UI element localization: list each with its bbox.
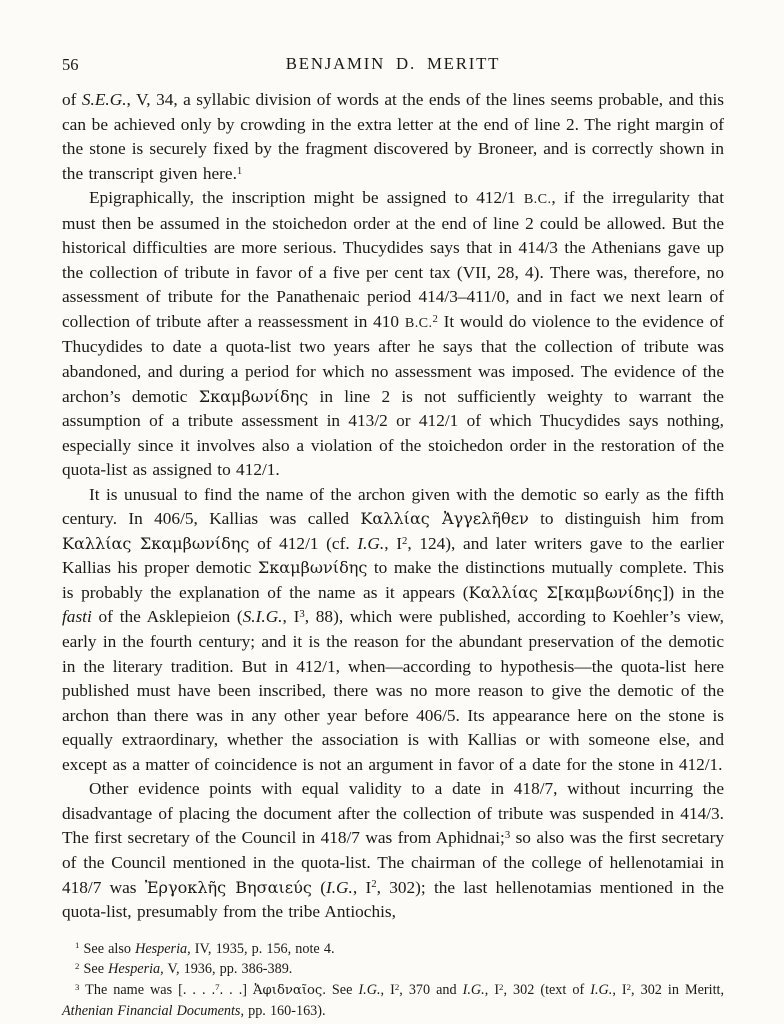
text-segment: The name was [. . . . <box>79 981 216 998</box>
text-segment: 2 <box>394 981 400 992</box>
body-paragraph <box>62 777 724 924</box>
page-header <box>62 54 724 77</box>
text-segment: See <box>79 961 109 978</box>
text-segment: ( <box>311 877 326 897</box>
text-segment: , 88), which were published, according to Koehler’s view, early in the fourth century; and it is the reason for the abundant preservation of the demotic in the literary tradition. But in 412/1, when—according to hypothesis—the quota-list here published must have been inscribed, there was no more reason to give the demotic of the archon than there was in any other year before 406/5. Its appearance here on the stone is equally extraordinary, whether the association is with Kallias or with someone else, and except as a matter of coincidence is not an argument in favor of a date for the stone in 412/1. <box>62 607 724 774</box>
text-segment: S.I.G. <box>242 607 283 627</box>
text-segment: , pp. 160-163). <box>240 1003 326 1020</box>
text-segment: I.G. <box>462 981 485 998</box>
text-segment: 3 <box>299 608 305 621</box>
text-segment: , 124), and later writers gave to the earlier Kallias his proper demotic <box>62 533 724 578</box>
text-segment: Σκαμβωνίδης <box>257 558 368 578</box>
text-segment: Καλλίας Ἀγγελῆθεν <box>360 509 529 529</box>
text-segment: , I <box>282 607 300 627</box>
text-segment: , 302 (text of <box>503 981 591 998</box>
text-segment: , I <box>380 981 395 998</box>
body-text <box>62 88 724 925</box>
text-segment: , I <box>384 533 402 553</box>
text-segment: to distinguish him from <box>528 509 724 529</box>
text-segment: 3 <box>504 829 511 842</box>
text-segment: , I <box>612 981 627 998</box>
text-segment: I.G. <box>357 533 385 553</box>
text-segment: It is unusual to find the name of the archon given with the demotic so early as the fifth century. In 406/5, Kallias was called <box>62 484 724 529</box>
text-segment: to make the distinctions mutually complete. This is probably the explanation of the name as it appears ( <box>62 558 724 602</box>
text-segment: Ἐργοκλῆς Βησαιεύς <box>144 877 312 897</box>
text-segment: It would do violence to the evidence of Thucydides to date a quota-list two years after he says that the collection of tribute was abandoned, and during a period for which no assessment was imposed. The evidence of the archon’s demotic <box>62 311 725 406</box>
text-segment: , I <box>484 981 500 998</box>
text-segment: Ἀφιδναῖος <box>253 982 323 998</box>
text-segment: Καλλίας Σκαμβωνίδης <box>62 533 250 553</box>
text-segment: of the Asklepieion ( <box>91 607 243 627</box>
page-number: 56 <box>62 55 79 74</box>
text-segment: . . .] <box>219 981 254 998</box>
text-segment: , 302 in Meritt, <box>631 981 725 998</box>
footnote <box>62 939 724 960</box>
text-segment: See also <box>79 940 136 957</box>
text-segment: 1 <box>236 164 243 177</box>
text-segment: 2 <box>371 878 377 891</box>
text-segment: 3 <box>75 981 80 992</box>
body-paragraph <box>62 88 724 186</box>
text-segment: , 302); the last hellenotamias mentioned in the quota-list, presumably from the tribe Antiochis, <box>62 877 724 922</box>
text-segment: 2 <box>402 534 408 547</box>
text-segment: Σκαμβωνίδης <box>198 386 309 406</box>
text-segment: 7 <box>215 981 220 992</box>
text-segment: in line 2 is not sufficiently weighty to warrant the assumption of a tribute assessment in 413/2 or 412/1 of which Thucydides says nothing, especially since it involves also a violation of the stoichedon order in the restoration of the quota-list as assigned to 412/1. <box>62 386 724 480</box>
footnote <box>62 980 724 1022</box>
text-segment: 1 <box>75 940 80 951</box>
text-segment: B.C. <box>523 191 552 208</box>
running-header: BENJAMIN D. MERITT <box>285 54 501 73</box>
text-segment: I.G. <box>358 981 381 998</box>
footnote <box>62 959 724 980</box>
text-segment: I.G. <box>590 981 613 998</box>
text-segment: , if the irregularity that must then be assumed in the stoichedon order at the end of line 2 could be allowed. But the historical difficulties are more serious. Thucydides says that in 414/3 the Athenians gave up the collection of tribute in favor of a five per cent tax (VII, 28, 4). There was, therefore, no assessment of tribute for the Panathenaic period 414/3–411/0, and in fact we next learn of collection of tribute after a reassessment in 410 <box>62 188 724 331</box>
text-segment: ) in the <box>668 582 725 602</box>
text-segment: Hesperia <box>135 940 188 957</box>
text-segment: Hesperia <box>108 961 161 978</box>
text-segment: I.G. <box>325 877 353 897</box>
text-segment: Καλλίας Σ[καμβωνίδης] <box>468 582 669 602</box>
text-segment: Other evidence points with equal validity to a date in 418/7, without incurring the disadvantage of placing the document after the collection of tribute was suspended in 414/3. The first secretary of the Council in 418/7 was from Aphidnai; <box>62 779 724 848</box>
text-segment: , V, 1936, pp. 386-389. <box>160 961 293 978</box>
text-segment: 2 <box>499 981 504 992</box>
text-segment: . See <box>322 981 359 998</box>
text-segment: , 370 and <box>399 981 463 998</box>
text-segment: , I <box>352 877 372 897</box>
text-segment: of 412/1 (cf. <box>249 533 358 553</box>
text-segment: fasti <box>62 607 92 627</box>
text-segment: , V, 34, a syllabic division of words at the ends of the lines seems probable, and this can be achieved only by crowding in the extra letter at the end of line 2. The right margin of the stone is securely fixed by the fragment discovered by Broneer, and is correctly shown in the transcript given here. <box>62 90 724 183</box>
text-segment: S.E.G. <box>81 90 127 109</box>
text-segment: Athenian Financial Documents <box>62 1003 241 1020</box>
text-segment: so also was the first secretary of the Council mentioned in the quota-list. The chairman of the college of hellenotamiai in 418/7 was <box>62 828 725 897</box>
text-segment: 2 <box>626 981 632 992</box>
footnotes <box>62 939 724 1022</box>
text-segment: Epigraphically, the inscription might be assigned to 412/1 <box>89 188 524 208</box>
text-segment: 2 <box>432 312 438 325</box>
body-paragraph <box>62 186 724 483</box>
body-paragraph <box>62 483 724 778</box>
text-segment: 2 <box>75 960 80 971</box>
text-segment: B.C. <box>404 314 433 331</box>
text-segment: of <box>62 90 82 109</box>
text-segment: , IV, 1935, p. 156, note 4. <box>187 940 335 957</box>
